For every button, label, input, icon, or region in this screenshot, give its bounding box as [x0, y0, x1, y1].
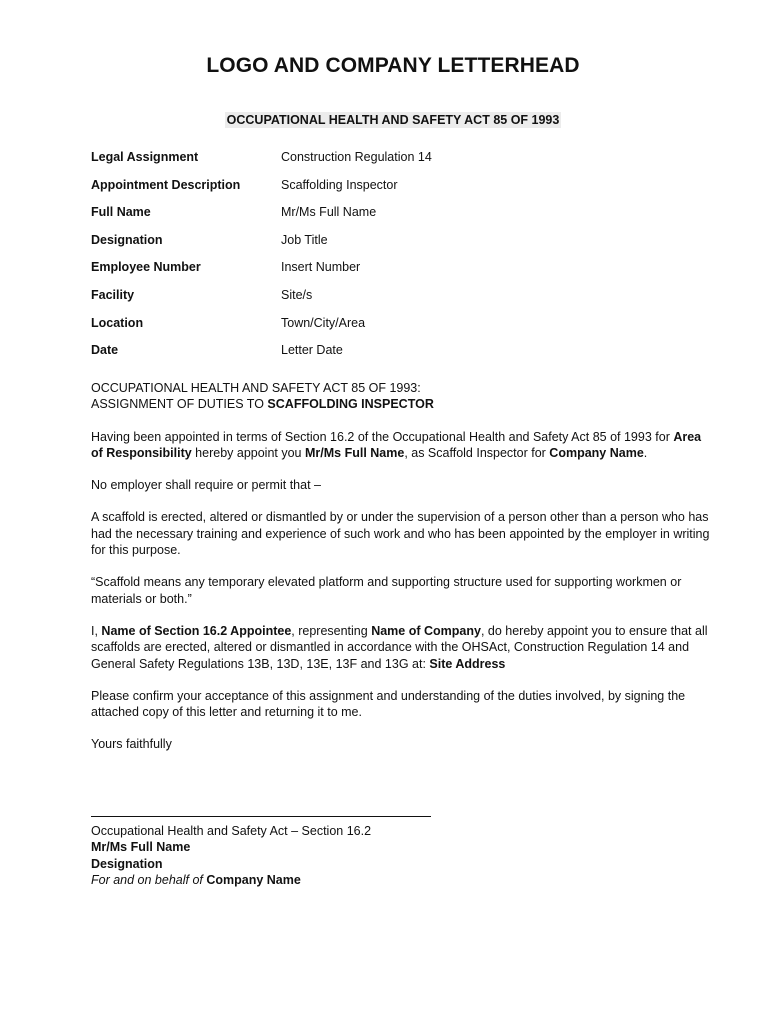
detail-row — [91, 258, 711, 286]
para1-text: , as Scaffold Inspector for — [404, 445, 550, 460]
detail-row — [91, 286, 711, 314]
detail-label: Location — [91, 315, 144, 330]
area-of-responsibility: Area of Responsibility — [91, 429, 702, 460]
section-heading-line2-bold: SCAFFOLDING INSPECTOR — [267, 397, 434, 412]
signature-company: Company Name — [206, 872, 301, 887]
detail-value: Job Title — [281, 232, 328, 247]
company-name: Company Name — [549, 445, 644, 460]
detail-value: Town/City/Area — [281, 315, 366, 330]
detail-row — [91, 176, 711, 204]
detail-label: Facility — [91, 287, 135, 302]
signature-block — [91, 806, 711, 888]
signature-behalf-line — [91, 872, 711, 888]
detail-value: Mr/Ms Full Name — [281, 205, 377, 220]
para5-text: , do hereby appoint you to ensure that all scaffolds are erected, altered or dismantled in accordance with the OHSAct, Construction Regulation 14 and General Safety Regulations 13B, 13D, 13E, 13F and 13G at: — [91, 623, 708, 671]
scaffold-requirement-paragraph: A scaffold is erected, altered or dismantled by or under the supervision of a person other than a person who has had the necessary training and experience of such work and who has been appointed by the employer in writing for this purpose. — [91, 510, 710, 558]
para5-text: I, — [91, 623, 102, 638]
scaffold-definition-paragraph: “Scaffold means any temporary elevated platform and supporting structure used for supporting workmen or materials or both.” — [91, 575, 682, 606]
behalf-text: For and on behalf of — [91, 872, 207, 887]
detail-label: Appointment Description — [91, 177, 241, 192]
letter-body — [91, 380, 711, 769]
detail-label: Legal Assignment — [91, 150, 199, 164]
para5-text: , representing — [291, 623, 372, 638]
detail-value: Site/s — [281, 287, 313, 302]
confirmation-paragraph: Please confirm your acceptance of this assignment and understanding of the duties involved, by signing the attached copy of this letter and returning it to me. — [91, 688, 686, 720]
section-heading-line1: OCCUPATIONAL HEALTH AND SAFETY ACT 85 OF 1993: — [91, 381, 421, 395]
site-address: Site Address — [429, 656, 506, 671]
appointee-section-name: Name of Section 16.2 Appointee — [101, 623, 292, 638]
letterhead-title: LOGO AND COMPANY LETTERHEAD — [206, 54, 580, 77]
act-heading: OCCUPATIONAL HEALTH AND SAFETY ACT 85 OF 1993 — [226, 113, 560, 127]
signature-act-line: Occupational Health and Safety Act – Section 16.2 — [91, 824, 372, 838]
detail-value: Insert Number — [281, 260, 361, 275]
section-heading — [91, 380, 711, 413]
detail-row — [91, 231, 711, 259]
detail-label: Full Name — [91, 205, 151, 220]
detail-value: Construction Regulation 14 — [281, 150, 432, 164]
detail-row — [91, 314, 711, 342]
signature-line — [91, 806, 431, 817]
detail-row — [91, 148, 711, 176]
signature-name: Mr/Ms Full Name — [91, 840, 191, 855]
appointment-detail-paragraph — [91, 623, 711, 672]
detail-value: Letter Date — [281, 343, 343, 358]
signature-designation: Designation — [91, 856, 163, 871]
details-table — [91, 148, 711, 369]
detail-label: Date — [91, 343, 119, 358]
para1-text: Having been appointed in terms of Section 16.2 of the Occupational Health and Safety Act 85 of 1993 for — [91, 429, 674, 444]
detail-row — [91, 203, 711, 231]
detail-value: Scaffolding Inspector — [281, 177, 398, 192]
employer-paragraph: No employer shall require or permit that – — [91, 478, 321, 493]
appointment-paragraph — [91, 429, 711, 462]
closing-line: Yours faithfully — [91, 737, 172, 752]
detail-label: Employee Number — [91, 260, 201, 275]
para1-text: . — [643, 445, 648, 460]
detail-label: Designation — [91, 232, 163, 247]
para1-text: hereby appoint you — [191, 445, 305, 460]
act-heading-wrap — [0, 111, 768, 129]
appointee-name: Mr/Ms Full Name — [304, 445, 405, 460]
section-heading-line2-prefix: ASSIGNMENT OF DUTIES TO — [91, 397, 268, 412]
detail-row — [91, 341, 711, 369]
company-name-bold: Name of Company — [371, 623, 481, 638]
